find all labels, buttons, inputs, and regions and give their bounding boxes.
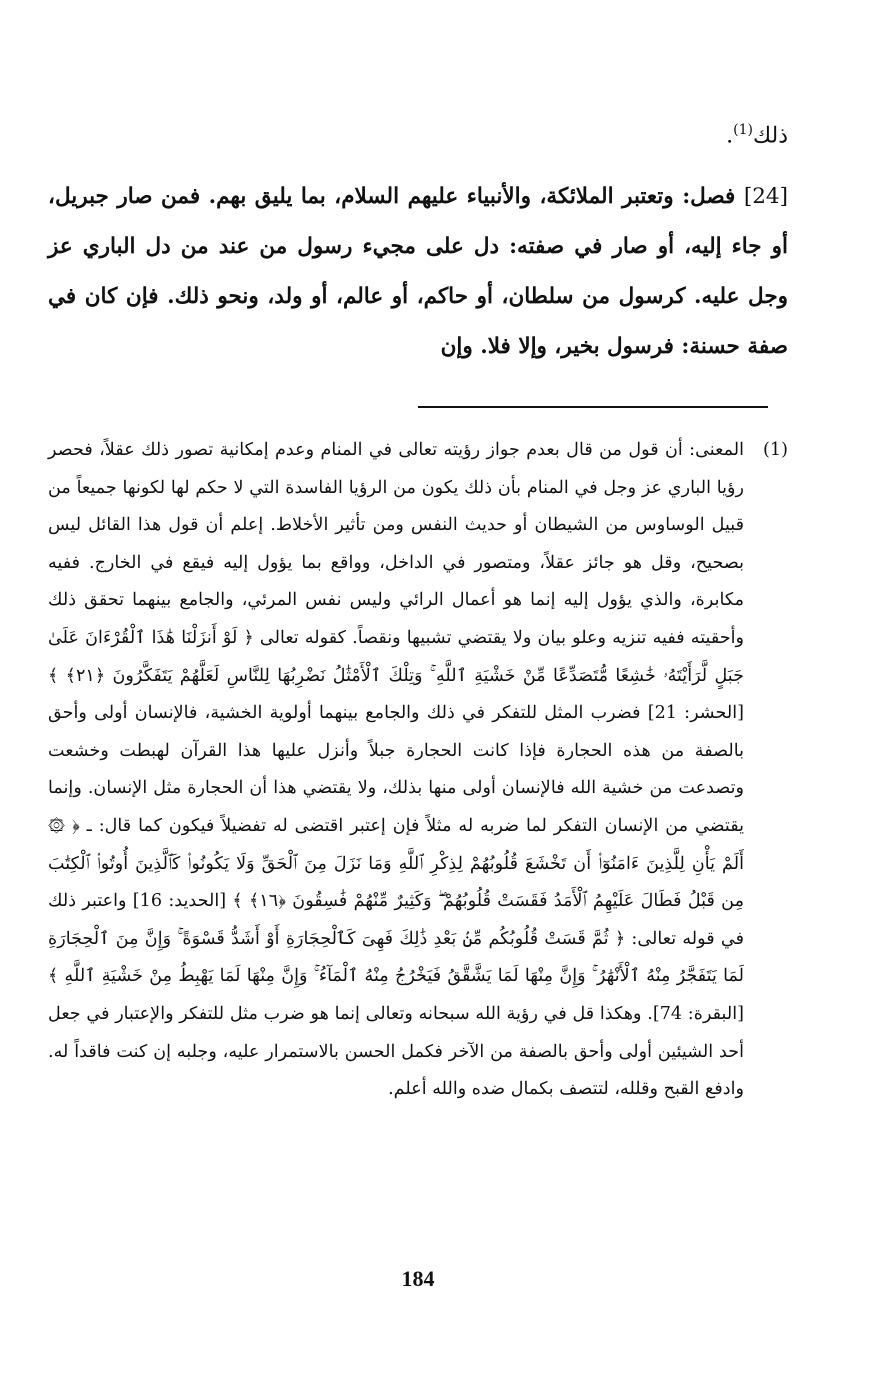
footnote [48, 432, 788, 1109]
paragraph-text: وتعتبر الملائكة، والأنبياء عليهم السلام، بما يليق بهم. فمن صار جبريل، أو جاء إليه، أو صار في صفته: دل على مجيء رسول من عند من دل الباري عز وجل عليه. كرسول من سلطان، أو حاكم، أو عالم، أو ولد، ونحو ذلك. فإن كان في صفة حسنة: فرسول بخير، وإلا فلا. وإن [48, 184, 788, 359]
paragraph-number: [24] [743, 184, 788, 209]
footnote-marker: (1) [763, 440, 788, 460]
footnote-separator [418, 406, 768, 408]
footnote-reference[interactable]: (1) [733, 122, 753, 138]
section-heading-word: فصل: [682, 184, 736, 209]
page-number: 184 [401, 1266, 435, 1291]
continuation-end: . [726, 123, 734, 149]
main-paragraph [48, 172, 788, 372]
book-page [48, 0, 788, 1380]
footnote-text: المعنى: أن قول من قال بعدم جواز رؤيته تعالى في المنام وعدم إمكانية تصور ذلك عقلاً، فحصر رؤيا الباري عز وجل في المنام بأن ذلك يكون من الرؤيا الفاسدة التي لا حكم لها لكونها جميعاً من قبيل الوساوس من الشيطان أو حديث النفس ومن تأثير الأخلاط. إعلم أن قول هذا القائل ليس بصحيح، وقل هو جائز عقلاً، ومتصور في الداخل، وواقع بما يؤول إليه فيقع في الخارج. ففيه مكابرة، والذي يؤول إليه إنما هو أعمال الرائي وليس نفس المرئي، والجامع بينهما تحقق ذلك وأحقيته ففيه تنزيه وعلو بيان ولا يقتضي تشبيها ونقصاً. كقوله تعالى ﴿ لَوْ أَنزَلْنَا هَٰذَا ٱلْقُرْءَانَ عَلَىٰ جَبَلٍ لَّرَأَيْتَهُۥ خَٰشِعًا مُّتَصَدِّعًا مِّنْ خَشْيَةِ ٱللَّهِ ۚ وَتِلْكَ ٱلْأَمْثَٰلُ نَضْرِبُهَا لِلنَّاسِ لَعَلَّهُمْ يَتَفَكَّرُونَ ﴿٢١﴾ ﴾ [الحشر: 21] فضرب المثل للتفكر في ذلك والجامع بينهما أولوية الخشية، فالإنسان أولى وأحق بالصفة من هذه الحجارة فإذا كانت الحجارة جبلاً وأنزل عليها هذا القرآن لهبطت وخشعت وتصدعت من خشية الله فالإنسان أولى منها بذلك، ولا يقتضي هذا أن الحجارة مثل الإنسان. وإنما يقتضي من الإنسان التفكر لما ضربه له مثلاً فإن إعتبر اقتضى له تفضيلاً فيكون كما قال: ـ ﴿ ۞ أَلَمْ يَأْنِ لِلَّذِينَ ءَامَنُوٓا۟ أَن تَخْشَعَ قُلُوبُهُمْ لِذِكْرِ ٱللَّهِ وَمَا نَزَلَ مِنَ ٱلْحَقِّ وَلَا يَكُونُوا۟ كَٱلَّذِينَ أُوتُوا۟ ٱلْكِتَٰبَ مِن قَبْلُ فَطَالَ عَلَيْهِمُ ٱلْأَمَدُ فَقَسَتْ قُلُوبُهُمْ ۖ وَكَثِيرٌ مِّنْهُمْ فَٰسِقُونَ ﴿١٦﴾ ﴾ [الحديد: 16] واعتبر ذلك في قوله تعالى: ﴿ ثُمَّ قَسَتْ قُلُوبُكُم مِّنۢ بَعْدِ ذَٰلِكَ فَهِىَ كَٱلْحِجَارَةِ أَوْ أَشَدُّ قَسْوَةً ۚ وَإِنَّ مِنَ ٱلْحِجَارَةِ لَمَا يَتَفَجَّرُ مِنْهُ ٱلْأَنْهَٰرُ ۚ وَإِنَّ مِنْهَا لَمَا يَشَّقَّقُ فَيَخْرُجُ مِنْهُ ٱلْمَآءُ ۚ وَإِنَّ مِنْهَا لَمَا يَهْبِطُ مِنْ خَشْيَةِ ٱللَّهِ ﴾ [البقرة: 74]. وهكذا قل في رؤية الله سبحانه وتعالى إنما هو ضرب مثل للتفكر والإعتبار في جعل أحد الشيئين أولى وأحق بالصفة من الآخر فكمل الحسن بالاستمرار عليه، وجلبه إن كنت فاقداً له. وادفع القبح وقلله، لتتصف بكمال ضده والله أعلم. [48, 440, 745, 1100]
continuation-line [48, 112, 788, 154]
continuation-text: ذلك [752, 123, 788, 149]
